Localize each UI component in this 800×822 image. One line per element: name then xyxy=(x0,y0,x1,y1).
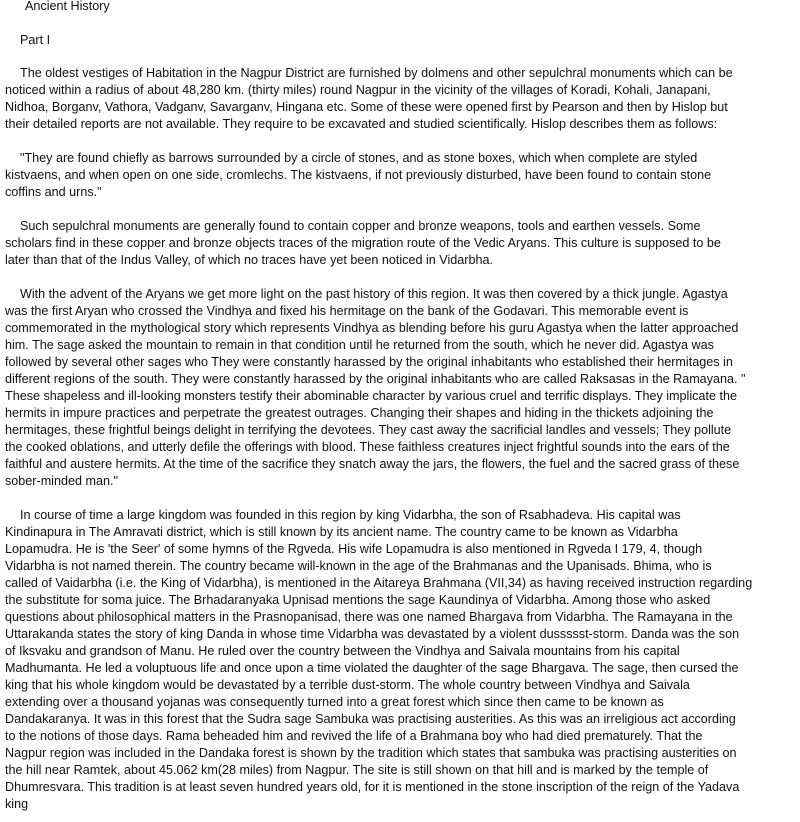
page-title: Ancient History xyxy=(25,0,110,13)
paragraph-line: kistvaens, and when open on one side, cromlechs. The kistvaens, if not previously disturbed, have been found to contain stone xyxy=(5,168,712,182)
paragraph-line: noticed within a radius of about 48,280 km. (thirty miles) round Nagpur in the vicinity of the villages of Koradi, Kohali, Janapani, xyxy=(5,83,711,97)
paragraph-line: different regions of the south. They were constantly harassed by the original inhabitants who are called Raksasas in the Ramayana. " xyxy=(5,372,746,386)
paragraph-line: the cooked oblations, and utterly defile the offerings with blood. These faithless creatures inject frightful sounds into the ears of the xyxy=(5,440,730,454)
paragraph-line: "They are found chiefly as barrows surrounded by a circle of stones, and as stone boxes, which when complete are styled xyxy=(20,151,698,165)
paragraph-line: Uttarakanda states the story of king Danda in whose time Vidarbha was devastated by a violent dussssst-storm. Danda was the son xyxy=(5,627,740,641)
paragraph-line: the substitute for soma juice. The Brhadaranyaka Upnisad mentions the sage Kaundinya of Vidarbha. Among those who asked xyxy=(5,593,711,607)
paragraph-line: sober-minded man." xyxy=(5,474,118,488)
section-heading: Part I xyxy=(20,33,51,47)
paragraph-line: later than that of the Indus Valley, of which no traces have yet been noticed in Vidarbha. xyxy=(5,253,493,267)
paragraph-line: scholars find in these copper and bronze objects traces of the migration route of the Vedic Aryans. This culture is supposed to be xyxy=(5,236,721,250)
paragraph-line: hermitages, these frightful beings delight in terrifying the devotees. They cast away the sacrificial landles and vessels; They pollute xyxy=(5,423,732,437)
paragraph-line: of Iksvaku and grandson of Manu. He ruled over the country between the Vindhya and Saivala mountains from his capital xyxy=(5,644,680,658)
paragraph-line: Lopamudra. He is 'the Seer' of some hymns of the Rgveda. His wife Lopamudra is also mentioned in Rgveda I 179, 4, though xyxy=(5,542,703,556)
paragraph-line: Nidhoa, Borganv, Vathora, Vadganv, Savarganv, Hingana etc. Some of these were opened first by Pearson and then by Hislop but xyxy=(5,100,728,114)
paragraph-line: called of Vaidarbha (i.e. the King of Vidarbha), is mentioned in the Aitareya Brahmana (VII,34) as having received instruction regarding xyxy=(5,576,753,590)
paragraph-line: These shapeless and ill-looking monsters testify their abominable character by various cruel and terrific displays. They implicate the xyxy=(5,389,737,403)
paragraph-line: questions about philosophical matters in the Prasnopanisad, there was one named Bhargava from Vidarbha. The Ramayana in the xyxy=(5,610,733,624)
paragraph-line: was the first Aryan who crossed the Vindhya and fixed his hermitage on the bank of the Godavari. This memorable event is xyxy=(5,304,689,318)
paragraph-line: king xyxy=(5,797,29,811)
paragraph-line: coffins and urns." xyxy=(5,185,102,199)
paragraph-line: Nagpur region was included in the Dandaka forest is shown by the tradition which states that sambuka was practising austerities on xyxy=(5,746,737,760)
paragraph-line: The oldest vestiges of Habitation in the Nagpur District are furnished by dolmens and other sepulchral monuments which can be xyxy=(20,66,733,80)
paragraph-line: commemorated in the mythological story which represents Vindhya as blending before his guru Agastya when the latter approached xyxy=(5,321,739,335)
paragraph-line: extending over a thousand yojanas was consequently turned into a great forest which since then came to be known as xyxy=(5,695,664,709)
paragraph-line: Madhumanta. He led a voluptuous life and once upon a time violated the daughter of the sage Bhargava. The sage, then cursed the xyxy=(5,661,739,675)
paragraph-line: Dhumresvara. This tradition is at least seven hundred years old, for it is mentioned in the stone inscription of the reign of the Yadava xyxy=(5,780,740,794)
paragraph-line: Vidarbha is not named therein. The country became will-known in the age of the Brahmanas and the Upanisads. Bhima, who is xyxy=(5,559,712,573)
paragraph-line: Kindinapura in The Amravati district, which is still known by its ancient name. The country came to be known as Vidarbha xyxy=(5,525,678,539)
paragraph-line: king that his whole kingdom would be devastated by a terrible dust-storm. The whole country between Vindhya and Saivala xyxy=(5,678,690,692)
paragraph-line: In course of time a large kingdom was founded in this region by king Vidarbha, the son of Rsabhadeva. His capital was xyxy=(20,508,681,522)
paragraph-line: Such sepulchral monuments are generally found to contain copper and bronze weapons, tools and earthen vessels. Some xyxy=(20,219,701,233)
paragraph-line: followed by several other sages who They were constantly harassed by the original inhabitants who established their hermitages in xyxy=(5,355,733,369)
paragraph-line: faithful and austere hermits. At the time of the sacrifice they snatch away the jars, the flowers, the fuel and the sacred grass of these xyxy=(5,457,740,471)
paragraph-line: the hill near Ramtek, about 45.062 km(28 miles) from Nagpur. The site is still shown on that hill and is marked by the temple of xyxy=(5,763,709,777)
paragraph-line: him. The sage asked the mountain to remain in that condition until he returned from the south, which he never did. Agastya was xyxy=(5,338,714,352)
paragraph-line: their detailed reports are not available. They require to be excavated and studied scientifically. Hislop describes them as follows: xyxy=(5,117,718,131)
paragraph-line: to the notions of those days. Rama beheaded him and revived the life of a Brahmana boy who had died prematurely. That the xyxy=(5,729,703,743)
paragraph-line: With the advent of the Aryans we get more light on the past history of this region. It was then covered by a thick jungle. Agastya xyxy=(20,287,728,301)
paragraph-line: Dandakaranya. It was in this forest that the Sudra sage Sambuka was practising austerities. As this was an irreligious act according xyxy=(5,712,736,726)
paragraph-line: hermits in impure practices and perpetrate the greatest outrages. Changing their shapes and hiding in the thickets adjoining the xyxy=(5,406,714,420)
